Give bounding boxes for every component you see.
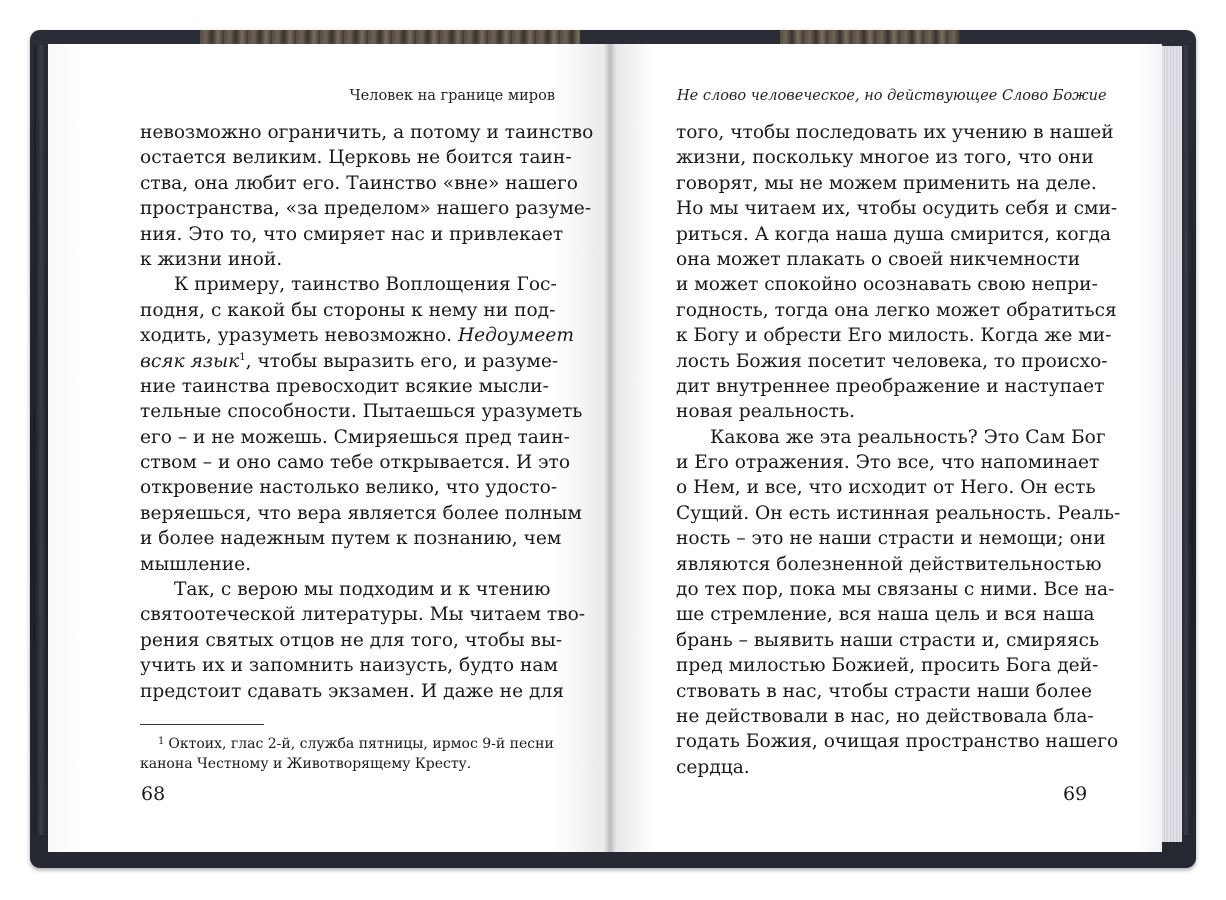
- text-line: рения святых отцов не для того, чтобы вы-: [140, 629, 563, 651]
- text-line: жизни, поскольку многое из того, что они: [676, 147, 1094, 169]
- text-line: ства, она любит его. Таинство «вне» нашего: [140, 172, 578, 194]
- text-line: ствовать в нас, чтобы страсти наши более: [676, 680, 1092, 702]
- text-line: учить их и запомнить наизусть, будто нам: [140, 655, 558, 677]
- page-edges: [1160, 46, 1182, 842]
- cover-ornament: [200, 30, 580, 44]
- text-line: Так, с верою мы подходим и к чтению: [174, 579, 551, 601]
- footnote-reference[interactable]: 1: [239, 351, 246, 363]
- left-running-head: Человек на границе миров: [349, 88, 555, 104]
- text-line: годность, тогда она легко может обратиться: [676, 299, 1117, 321]
- text-line: Но мы читаем их, чтобы осудить себя и сми-: [676, 198, 1118, 220]
- text-line: подня, с какой бы стороны к нему ни под-: [140, 299, 556, 321]
- italic-quote: Недоумеет: [457, 325, 574, 347]
- footnote-rule: [140, 724, 264, 725]
- text-line: святоотеческой литературы. Мы читаем тво-: [140, 604, 586, 626]
- text-line: предстоит сдавать экзамен. И даже не для: [140, 680, 564, 702]
- text-line: ния. Это то, что смиряет нас и привлекает: [140, 223, 564, 245]
- text-line: ством – и оно само тебе открывается. И это: [140, 452, 571, 474]
- text-line: до тех пор, пока мы связаны с ними. Все на-: [676, 579, 1115, 601]
- text-line: ше стремление, вся наша цель и вся наша: [676, 604, 1095, 626]
- text-line: К примеру, таинство Воплощения Гос-: [174, 274, 557, 296]
- right-running-head: Не слово человеческое, но действующее Слово Божие: [677, 88, 1107, 104]
- text-line: сердца.: [676, 756, 750, 778]
- italic-quote: всяк язык: [140, 350, 240, 372]
- text-line: и Его отражения. Это все, что напоминает: [676, 452, 1100, 474]
- text-line: мышление.: [140, 553, 252, 575]
- page-number-left: 68: [141, 783, 166, 805]
- text-line: ние таинства превосходит всякие мысли-: [140, 375, 549, 397]
- text-line: риться. А когда наша душа смирится, когда: [676, 223, 1112, 245]
- text-line: остается великим. Церковь не боится таин-: [140, 147, 572, 169]
- text-line: [140, 323, 574, 348]
- footnote: [140, 732, 560, 774]
- text-line: говорят, мы не можем применить на деле.: [676, 172, 1097, 194]
- text-line: дит внутреннее преображение и наступает: [676, 375, 1105, 397]
- text-line: его – и не можешь. Смиряешься пред таин-: [140, 426, 570, 448]
- book-gutter: [604, 44, 616, 852]
- page-number-right: 69: [1063, 783, 1088, 805]
- text-line: не действовали в нас, но действовала бла-: [676, 705, 1094, 727]
- cover-edge-left: [34, 45, 46, 835]
- text-line: того, чтобы последовать их учению в нашей: [676, 122, 1114, 143]
- text-line: пред милостью Божией, просить Бога дей-: [676, 655, 1099, 677]
- footnote-text: Октоих, глас 2-й, служба пятницы, ирмос 9-й песни: [168, 736, 554, 752]
- text-line: Сущий. Он есть истинная реальность. Реаль-: [676, 502, 1121, 524]
- text-segment: , чтобы выразить его, и разуме-: [245, 350, 559, 372]
- text-line: лость Божия посетит человека, то происхо-: [676, 350, 1108, 372]
- text-line: являются болезненной действительностью: [676, 553, 1102, 575]
- left-page-text: [140, 120, 594, 704]
- cover-ornament: [780, 30, 960, 44]
- text-line: новая реальность.: [676, 401, 856, 423]
- text-line: годать Божия, очищая пространство нашего: [676, 731, 1119, 753]
- text-line: ность – это не наши страсти и немощи; они: [676, 528, 1106, 550]
- text-line: о Нем, и все, что исходит от Него. Он есть: [676, 477, 1096, 499]
- text-line: к Богу и обрести Его милость. Когда же ми-: [676, 325, 1112, 347]
- footnote-line: [140, 732, 560, 754]
- right-page-text: [676, 120, 1121, 780]
- text-line: пространства, «за пределом» нашего разуме-: [140, 198, 592, 220]
- text-line: брань – выявить наши страсти и, смиряясь: [676, 629, 1100, 651]
- text-line: и может спокойно осознавать свою непри-: [676, 274, 1098, 296]
- text-line: к жизни иной.: [140, 248, 283, 270]
- text-line: невозможно ограничить, а потому и таинство: [140, 122, 594, 143]
- text-line: и более надежным путем к познанию, чем: [140, 528, 562, 550]
- text-line: веряешься, что вера является более полным: [140, 502, 582, 524]
- text-line: тельные способности. Пытаешься уразуметь: [140, 401, 583, 423]
- text-line: Какова же эта реальность? Это Сам Бог: [710, 426, 1106, 448]
- text-line: откровение настолько велико, что удосто-: [140, 477, 558, 499]
- text-line: [140, 349, 560, 374]
- text-segment: ходить, уразуметь невозможно.: [140, 325, 453, 347]
- text-line: она может плакать о своей никчемности: [676, 248, 1081, 270]
- footnote-line: канона Честному и Животворящему Кресту.: [140, 756, 472, 772]
- footnote-mark: 1: [158, 736, 165, 747]
